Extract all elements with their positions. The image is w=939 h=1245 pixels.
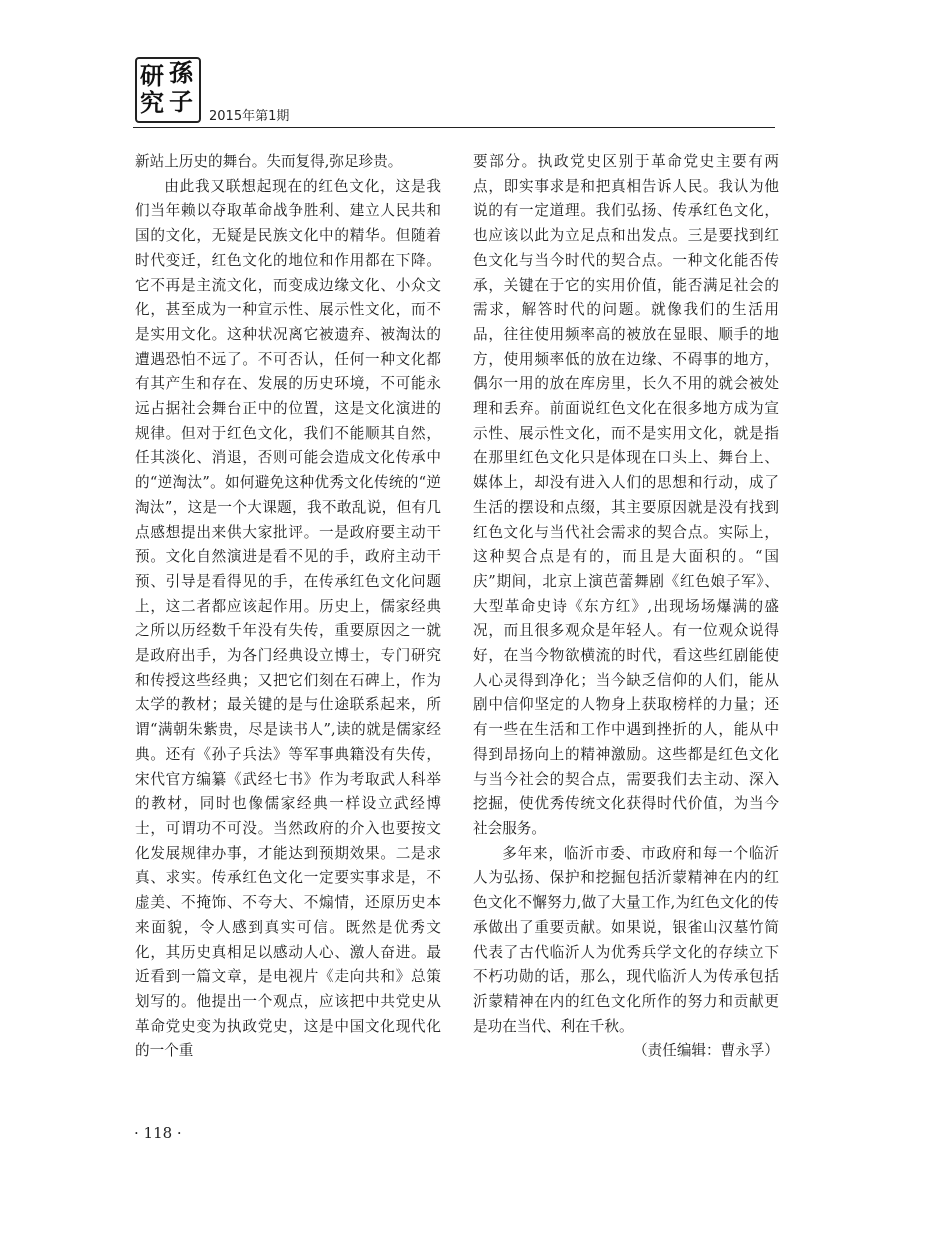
paragraph: 多年来，临沂市委、市政府和每一个临沂人为弘扬、保护和挖掘包括沂蒙精神在内的红色文化不懈努力,做了大量工作,为红色文化的传承做出了重要贡献。如果说，银雀山汉墓竹简代表了古代临沂人为优秀兵学文化的存续立下不朽功勋的话，那么，现代临沂人为传承包括沂蒙精神在内的红色文化所作的努力和贡献更是功在当代、利在千秋。 xyxy=(473,844,779,1035)
page-header xyxy=(133,55,775,130)
paragraph: 由此我又联想起现在的红色文化，这是我们当年赖以夺取革命战争胜利、建立人民共和国的文化，无疑是民族文化中的精华。但随着时代变迁，红色文化的地位和作用都在下降。它不再是主流文化，而变成边缘文化、小众文化，甚至成为一种宣示性、展示性文化，而不是实用文化。这种状况离它被遗弃、被淘汰的遭遇恐怕不远了。不可否认，任何一种文化都有其产生和存在、发展的历史环境，不可能永远占据社会舞台正中的位置，这是文化演进的规律。但对于红色文化，我们不能顺其自然，任其淡化、消退，否则可能会造成文化传承中的“逆淘汰”。如何避免这种优秀文化传统的“逆淘汰”，这是一个大课题，我不敢乱说，但有几点感想提出来供大家批评。一是政府要主动干预。文化自然演进是看不见的手，政府主动干预、引导是看得见的手，在传承红色文化问题上，这二者都应该起作用。历史上，儒家经典之所以历经数千年没有失传，重要原因之一就是政府出手，为各门经典设立博士，专门研究和传授这些经典；又把它们刻在石碑上，作为太学的教材；最关键的是与仕途联系起来，所谓“满朝朱紫贵，尽是读书人”,读的就是儒家经典。还有《孙子兵法》等军事典籍没有失传，宋代官方编纂《武经七书》作为考取武人科举的教材，同时也像儒家经典一样设立武经博士，可谓功不可没。当然政府的介入也要按文化发展规律办事，才能达到预期效果。二是求真、求实。传承红色文化一定要实事求是，不虚美、不掩饰、不夸大、不煽情，还原历史本来面貌，令人感到真实可信。既然是优秀文化，其历史真相足以感动人心、激人奋进。最近看到一篇文章，是电视片《走向共和》总策划写的。他提出一个观点，应该把中共党史从革命党史变为执政党史，这是中国文化现代化的一个重 xyxy=(135,177,441,1060)
header-rule xyxy=(133,127,775,128)
left-column xyxy=(135,150,441,1064)
paragraph: 要部分。执政党史区别于革命党史主要有两点，即实事求是和把真相告诉人民。我认为他说的有一定道理。我们弘扬、传承红色文化，也应该以此为立足点和出发点。三是要找到红色文化与当今时代的契合点。一种文化能否传承，关键在于它的实用价值，能否满足社会的需求，解答时代的问题。就像我们的生活用品，往往使用频率高的被放在显眼、顺手的地方，使用频率低的放在边缘、不碍事的地方，偶尔一用的放在库房里，长久不用的就会被处理和丢弃。前面说红色文化在很多地方成为宣示性、展示性文化，而不是实用文化，就是指在那里红色文化只是体现在口头上、舞台上、媒体上，却没有进入人们的思想和行动，成了生活的摆设和点缀，其主要原因就是没有找到红色文化与当代社会需求的契合点。实际上，这种契合点是有的，而且是大面积的。“国庆”期间，北京上演芭蕾舞剧《红色娘子军》、大型革命史诗《东方红》,出现场场爆满的盛况，而且很多观众是年轻人。有一位观众说得好，在当今物欲横流的时代，看这些红剧能使人心灵得到净化；当今缺乏信仰的人们，能从剧中信仰坚定的人物身上获取榜样的力量；还有一些在生活和工作中遇到挫折的人，能从中得到昂扬向上的精神激励。这些都是红色文化与当今社会的契合点，需要我们去主动、深入挖掘，使优秀传统文化获得时代价值，为当今社会服务。 xyxy=(473,153,779,837)
right-column xyxy=(473,150,779,1064)
logo-char: 研 xyxy=(140,61,164,90)
page-number: · 118 · xyxy=(134,1124,182,1142)
logo-char: 子 xyxy=(169,87,193,116)
logo-char: 究 xyxy=(140,88,164,117)
logo-char: 孫 xyxy=(169,58,193,87)
journal-logo xyxy=(135,57,201,123)
paragraph: 新站上历史的舞台。失而复得,弥足珍贵。 xyxy=(135,153,403,170)
issue-label: 2015年第1期 xyxy=(209,109,290,124)
editor-credit: （责任编辑：曹永孚） xyxy=(633,1042,779,1060)
